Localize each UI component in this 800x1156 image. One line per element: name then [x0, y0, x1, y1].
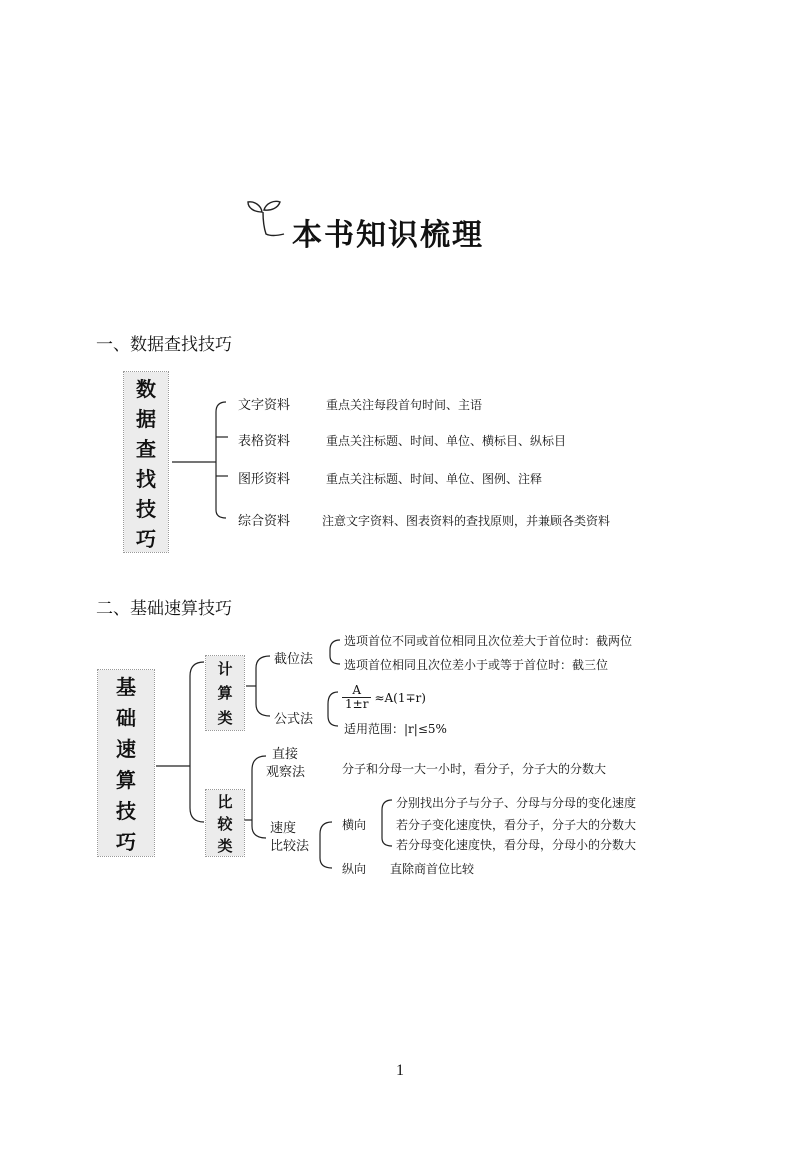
formula-range: 适用范围：|r|≤5% — [344, 722, 447, 736]
root-char: 技 — [136, 496, 156, 521]
vertical-label: 纵向 — [342, 862, 367, 876]
formula-numerator: A — [352, 683, 362, 697]
compare-char: 类 — [217, 836, 233, 855]
horizontal-rule-3: 若分母变化速度快，看分母，分母小的分数大 — [396, 838, 637, 852]
cut-method-label: 截位法 — [274, 652, 314, 667]
branch-label-table: 表格资料 — [238, 434, 291, 449]
compare-char: 比 — [217, 792, 233, 811]
root-char: 础 — [116, 706, 136, 730]
formula-expression — [342, 684, 426, 711]
compare-class-box — [206, 790, 244, 856]
cut-rule-2: 选项首位相同且次位差小于或等于首位时：截三位 — [344, 658, 609, 672]
section1-root-box — [124, 372, 168, 552]
branch-desc-graph: 重点关注标题、时间、单位、图例、注释 — [326, 472, 543, 486]
formula-approx: ≈A(1∓r) — [374, 690, 426, 705]
cut-rule-1: 选项首位不同或首位相同且次位差大于首位时：截两位 — [344, 634, 633, 648]
horizontal-label: 横向 — [342, 818, 367, 832]
calc-char: 计 — [217, 659, 233, 678]
vertical-desc: 直除商首位比较 — [390, 862, 475, 876]
root-char: 数 — [136, 376, 156, 401]
horizontal-rule-2: 若分子变化速度快，看分子，分子大的分数大 — [396, 818, 637, 832]
direct-label-line: 直接 — [272, 747, 299, 762]
direct-method-desc: 分子和分母一大一小时，看分子，分子大的分数大 — [342, 762, 607, 776]
branch-desc-table: 重点关注标题、时间、单位、横标目、纵标目 — [326, 434, 567, 448]
root-char: 查 — [136, 436, 156, 461]
branch-desc-text: 重点关注每段首句时间、主语 — [326, 398, 483, 412]
section2-heading: 二、基础速算技巧 — [96, 599, 232, 619]
branch-label-text: 文字资料 — [238, 398, 291, 413]
page-number: 1 — [396, 1062, 404, 1079]
direct-method-label — [266, 746, 306, 782]
root-char: 巧 — [116, 830, 136, 854]
compare-char: 较 — [217, 814, 233, 833]
calc-char: 类 — [217, 709, 233, 728]
root-char: 基 — [116, 675, 136, 699]
root-char: 找 — [136, 466, 156, 491]
branch-desc-combined: 注意文字资料、图表资料的查找原则，并兼顾各类资料 — [322, 514, 611, 528]
formula-method-label: 公式法 — [274, 712, 314, 727]
section1-heading: 一、数据查找技巧 — [96, 335, 232, 355]
calc-char: 算 — [217, 684, 233, 703]
calc-class-box — [206, 656, 244, 730]
root-char: 巧 — [136, 526, 156, 551]
speed-label-line: 比较法 — [270, 839, 310, 854]
section2-root-box — [98, 670, 154, 856]
root-char: 算 — [116, 768, 136, 792]
horizontal-rule-1: 分别找出分子与分子、分母与分母的变化速度 — [396, 796, 637, 810]
page-title: 本书知识梳理 — [292, 218, 484, 253]
formula-denominator: 1±r — [342, 697, 371, 711]
speed-label-line: 速度 — [270, 821, 297, 836]
root-char: 速 — [116, 737, 136, 761]
root-char: 技 — [116, 799, 136, 823]
root-char: 据 — [136, 406, 156, 431]
direct-label-line: 观察法 — [266, 765, 306, 780]
formula-fraction — [342, 684, 371, 711]
speed-method-label — [270, 820, 309, 856]
branch-label-graph: 图形资料 — [238, 472, 291, 487]
sprout-icon — [244, 196, 286, 240]
branch-label-combined: 综合资料 — [238, 514, 291, 529]
